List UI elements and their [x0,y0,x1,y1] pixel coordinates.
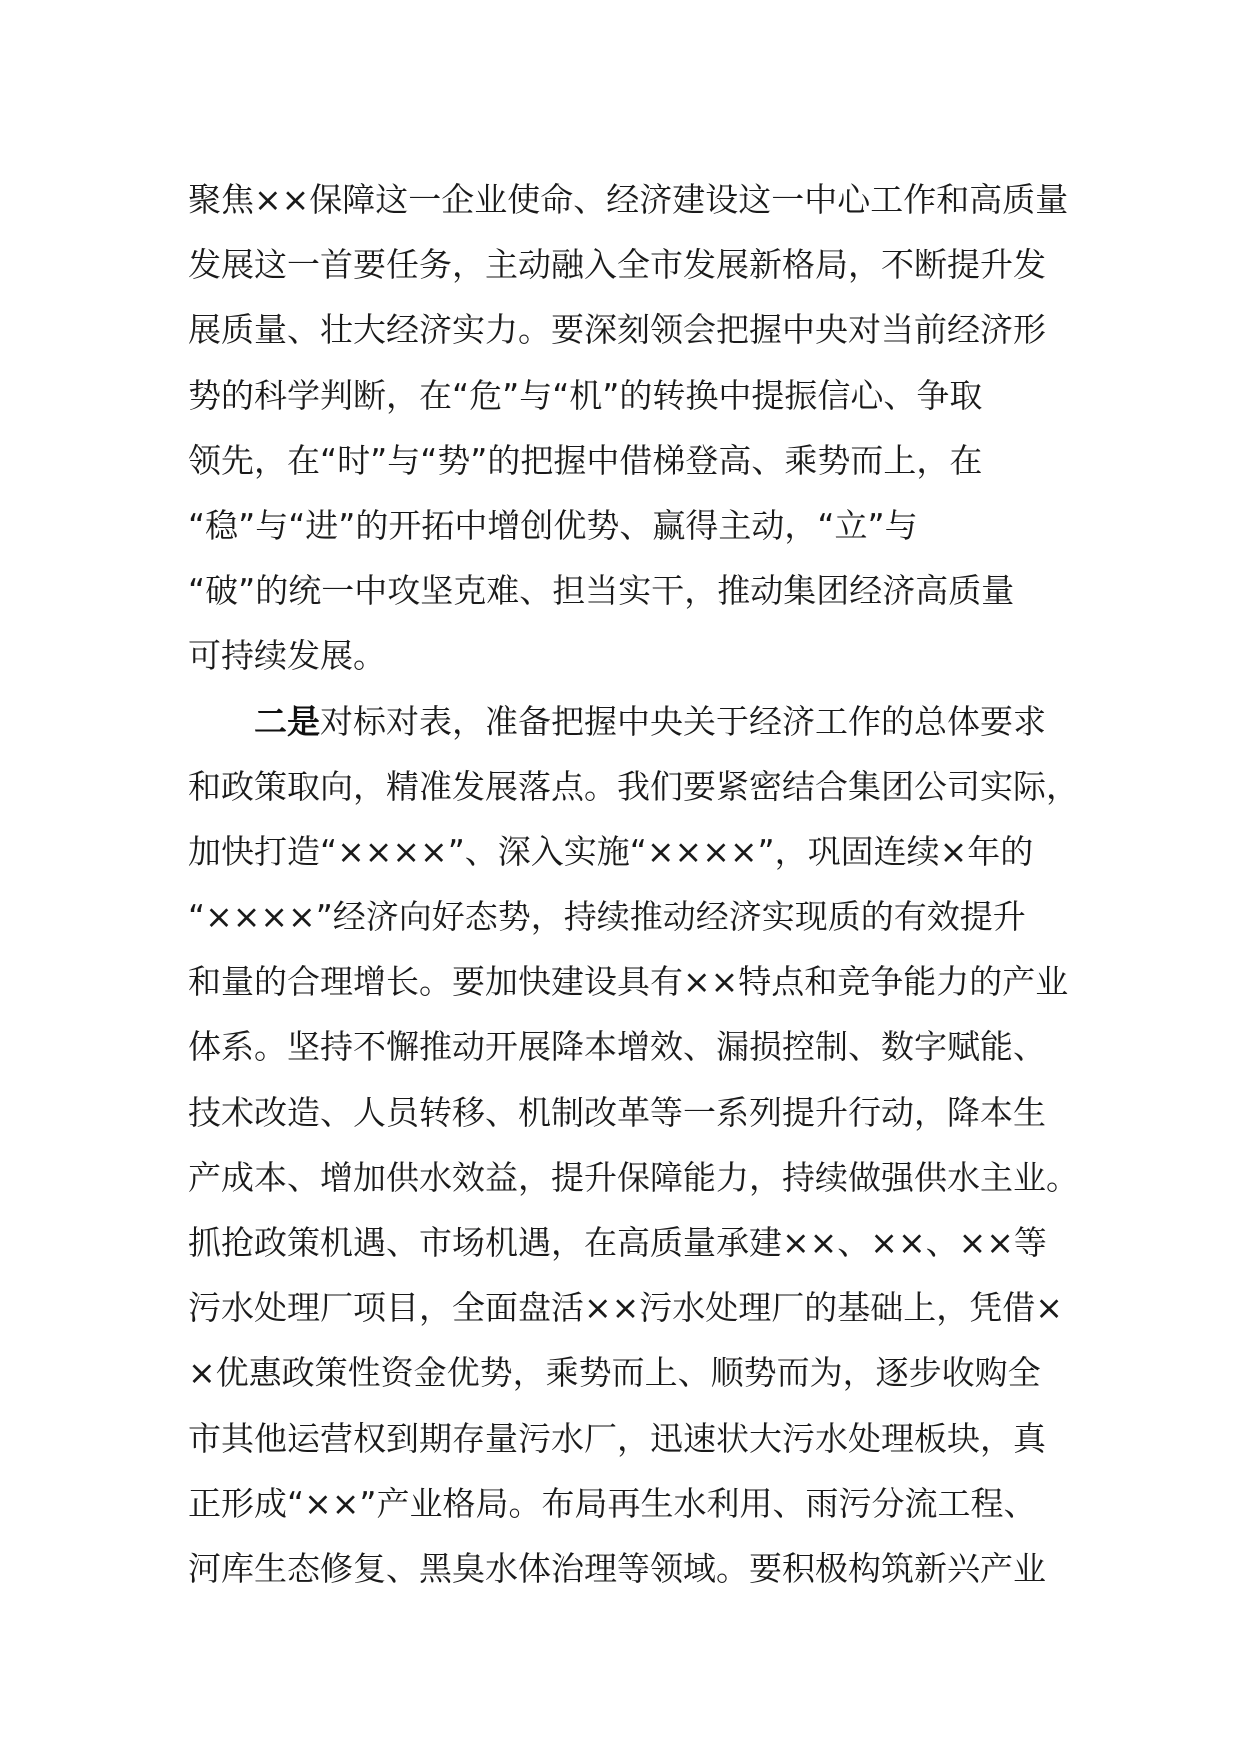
text-line: 产成本、增加供水效益，提升保障能力，持续做强供水主业。 [188,1157,1079,1197]
document-body [188,167,1078,1601]
text-line: 河库生态修复、黑臭水体治理等领域。要积极构筑新兴产业 [188,1548,1046,1588]
paragraph-1 [188,167,1078,689]
text-line: 领先，在“时”与“势”的把握中借梯登高、乘势而上，在 [188,440,983,480]
text-line: 势的科学判断，在“危”与“机”的转换中提振信心、争取 [188,375,983,415]
text-line: “破”的统一中攻坚克难、担当实干，推动集团经济高质量 [188,571,1015,611]
text-line: 市其他运营权到期存量污水厂，迅速状大污水处理板块，真 [188,1418,1046,1458]
text-line: 聚焦××保障这一企业使命、经济建设这一中心工作和高质量 [188,180,1069,219]
text-line: 体系。坚持不懈推动开展降本增效、漏损控制、数字赋能、 [188,1027,1046,1067]
text-line: 技术改造、人员转移、机制改革等一系列提升行动，降本生 [188,1092,1046,1132]
text-line: 可持续发展。 [188,636,386,676]
text-line: “稳”与“进”的开拓中增创优势、赢得主动，“立”与 [188,505,918,545]
text-line: 和量的合理增长。要加快建设具有××特点和竞争能力的产业 [188,962,1069,1002]
paragraph-lead-bold: 二是 [254,701,320,741]
paragraph-2 [188,689,1078,1602]
text-line: 正形成“××”产业格局。布局再生水利用、雨污分流工程、 [188,1483,1037,1523]
text-line: “××××”经济向好态势，持续推动经济实现质的有效提升 [188,897,1026,937]
text-line: 加快打造“××××”、深入实施“××××”，巩固连续×年的 [188,831,1034,871]
paragraph-2-first-line [188,689,1078,754]
text-line: 污水处理厂项目，全面盘活××污水处理厂的基础上，凭借× [188,1288,1063,1328]
text-line: 和政策取向，精准发展落点。我们要紧密结合集团公司实际， [188,766,1079,806]
text-line: 抓抢政策机遇、市场机遇，在高质量承建××、××、××等 [188,1223,1047,1262]
paragraph-first-line-text: 对标对表，准备把握中央关于经济工作的总体要求 [320,701,1046,741]
text-line: 展质量、壮大经济实力。要深刻领会把握中央对当前经济形 [188,310,1046,350]
text-line: 发展这一首要任务，主动融入全市发展新格局，不断提升发 [188,245,1046,285]
text-line: ×优惠政策性资金优势，乘势而上、顺势而为，逐步收购全 [188,1353,1041,1393]
